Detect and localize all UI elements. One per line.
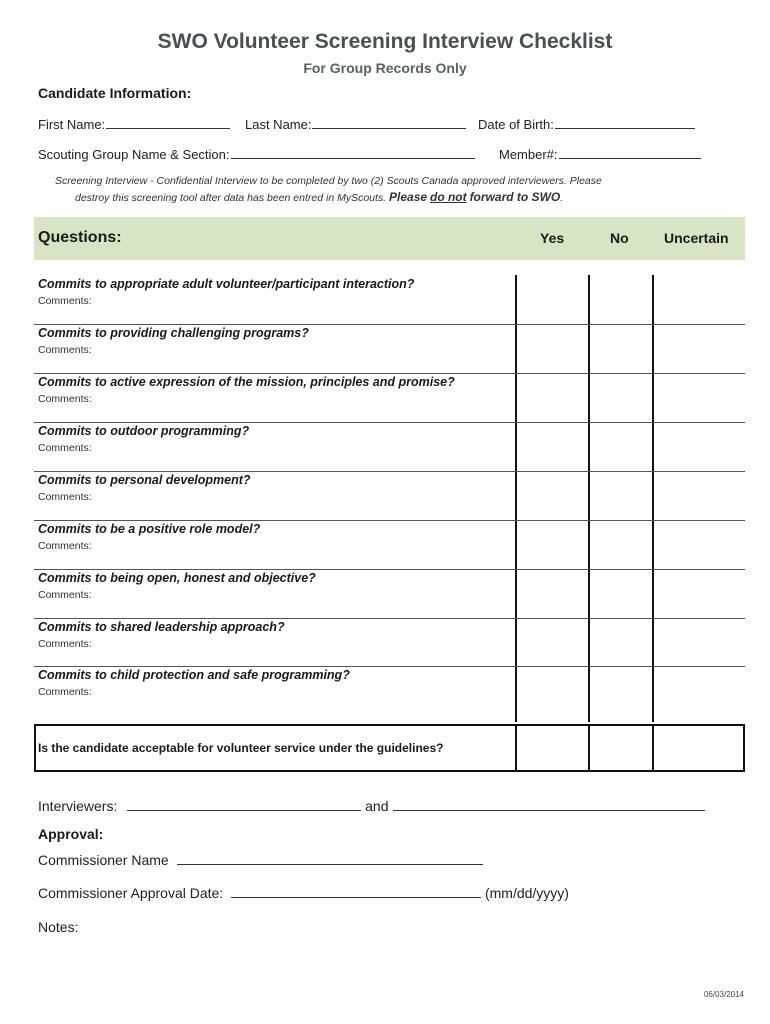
notice-period: . xyxy=(560,192,564,204)
notes-label: Notes: xyxy=(38,919,79,935)
interviewers-field[interactable] xyxy=(38,798,705,814)
question-text: Commits to shared leadership approach? xyxy=(38,620,285,634)
final-question: Is the candidate acceptable for volunteer service under the guidelines? xyxy=(38,741,444,755)
answer-cell-uncertain[interactable] xyxy=(654,569,745,618)
answer-cell-no[interactable] xyxy=(590,275,652,324)
answer-cell-yes[interactable] xyxy=(517,275,588,324)
approval-date-label: Commissioner Approval Date: xyxy=(38,885,224,901)
question-text: Commits to outdoor programming? xyxy=(38,424,250,438)
comments-label: Comments: xyxy=(38,540,92,552)
final-divider-3 xyxy=(652,724,654,772)
interviewers-and: and xyxy=(365,798,389,814)
answer-cell-no[interactable] xyxy=(590,618,652,666)
answer-cell-no[interactable] xyxy=(590,422,652,471)
approval-date-field[interactable] xyxy=(38,885,569,901)
notice-do-not: do not xyxy=(429,190,467,204)
dob-line[interactable] xyxy=(555,116,695,129)
question-text: Commits to appropriate adult volunteer/participant interaction? xyxy=(38,277,415,291)
last-name-field[interactable] xyxy=(245,116,466,132)
interviewer-1-line[interactable] xyxy=(127,798,361,811)
answer-cell-no[interactable] xyxy=(590,569,652,618)
question-text: Commits to providing challenging programs? xyxy=(38,326,309,340)
answer-cell-yes[interactable] xyxy=(517,422,588,471)
first-name-label: First Name: xyxy=(38,117,106,132)
notice-line-2 xyxy=(75,190,563,204)
column-no: No xyxy=(610,230,629,246)
answer-cell-yes[interactable] xyxy=(517,373,588,422)
answer-cell-yes[interactable] xyxy=(517,569,588,618)
questions-header-bar xyxy=(34,217,745,260)
answer-cell-yes[interactable] xyxy=(517,520,588,569)
answer-cell-uncertain[interactable] xyxy=(654,618,745,666)
answer-cell-yes[interactable] xyxy=(517,324,588,373)
notice-please: Please xyxy=(389,190,428,204)
questions-heading: Questions: xyxy=(38,229,122,246)
last-name-line[interactable] xyxy=(312,116,466,129)
answer-cell-no[interactable] xyxy=(590,324,652,373)
date-format-hint: (mm/dd/yyyy) xyxy=(484,885,569,901)
answer-cell-no[interactable] xyxy=(590,666,652,722)
first-name-line[interactable] xyxy=(106,116,230,129)
approval-heading: Approval: xyxy=(38,826,104,842)
answer-cell-yes[interactable] xyxy=(517,471,588,520)
member-label: Member#: xyxy=(499,147,558,162)
commissioner-name-field[interactable] xyxy=(38,852,483,868)
final-divider-2 xyxy=(588,724,590,772)
revision-date: 06/03/2014 xyxy=(703,990,744,999)
answer-cell-uncertain[interactable] xyxy=(654,422,745,471)
page-subtitle: For Group Records Only xyxy=(303,60,467,76)
last-name-label: Last Name: xyxy=(245,117,312,132)
approval-date-line[interactable] xyxy=(231,885,481,898)
comments-label: Comments: xyxy=(38,686,92,698)
answer-cell-uncertain[interactable] xyxy=(654,520,745,569)
dob-field[interactable] xyxy=(478,116,695,132)
commissioner-name-line[interactable] xyxy=(177,852,483,865)
answer-cell-yes[interactable] xyxy=(517,666,588,722)
column-uncertain: Uncertain xyxy=(664,230,729,246)
dob-label: Date of Birth: xyxy=(478,117,554,132)
question-text: Commits to personal development? xyxy=(38,473,251,487)
answer-cell-uncertain[interactable] xyxy=(654,666,745,722)
answer-cell-uncertain[interactable] xyxy=(654,324,745,373)
group-field[interactable] xyxy=(38,146,475,162)
comments-label: Comments: xyxy=(38,393,92,405)
interviewer-2-line[interactable] xyxy=(393,798,705,811)
notice-line-1: Screening Interview - Confidential Interview to be completed by two (2) Scouts Canada approved interviewers. Please xyxy=(55,175,602,187)
answer-cell-uncertain[interactable] xyxy=(654,373,745,422)
commissioner-name-label: Commissioner Name xyxy=(38,852,169,868)
answer-cell-no[interactable] xyxy=(590,471,652,520)
answer-cell-uncertain[interactable] xyxy=(654,275,745,324)
answer-cell-no[interactable] xyxy=(590,373,652,422)
candidate-heading: Candidate Information: xyxy=(38,85,192,101)
member-field[interactable] xyxy=(499,146,701,162)
column-yes: Yes xyxy=(540,230,565,246)
question-text: Commits to being open, honest and objective? xyxy=(38,571,316,585)
final-divider-1 xyxy=(515,724,517,772)
answer-cell-no[interactable] xyxy=(590,520,652,569)
member-line[interactable] xyxy=(559,146,701,159)
answer-cell-yes[interactable] xyxy=(517,618,588,666)
comments-label: Comments: xyxy=(38,442,92,454)
comments-label: Comments: xyxy=(38,589,92,601)
group-label: Scouting Group Name & Section: xyxy=(38,147,230,162)
answer-cell-uncertain[interactable] xyxy=(654,471,745,520)
comments-label: Comments: xyxy=(38,295,92,307)
comments-label: Comments: xyxy=(38,344,92,356)
question-text: Commits to be a positive role model? xyxy=(38,522,261,536)
notice-forward: forward to SWO xyxy=(469,190,561,204)
first-name-field[interactable] xyxy=(38,116,230,132)
question-text: Commits to child protection and safe programming? xyxy=(38,668,350,682)
comments-label: Comments: xyxy=(38,638,92,650)
notice-line-2-text: destroy this screening tool after data has been entred in MyScouts. xyxy=(75,192,387,204)
interviewers-label: Interviewers: xyxy=(38,798,118,814)
group-line[interactable] xyxy=(231,146,475,159)
page-title: SWO Volunteer Screening Interview Checklist xyxy=(157,30,613,53)
question-text: Commits to active expression of the mission, principles and promise? xyxy=(38,375,455,389)
comments-label: Comments: xyxy=(38,491,92,503)
